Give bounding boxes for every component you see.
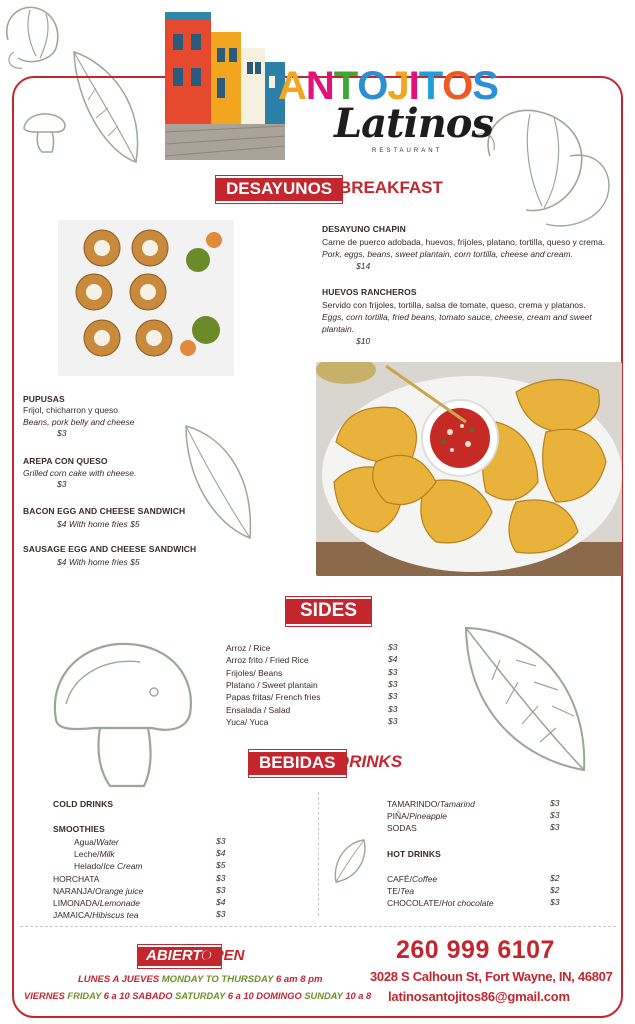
logo-letter: O — [442, 64, 473, 108]
drink-name-en: Coffee — [412, 874, 438, 884]
logo-letter: N — [305, 64, 334, 108]
saturday-es: SABADO — [132, 991, 173, 1001]
drink-name-es: PIÑA/ — [387, 811, 410, 822]
drink-item — [387, 897, 494, 909]
drink-name-en: Pineapple — [409, 811, 448, 822]
drink-name-es: TAMARINDO/ — [387, 799, 440, 809]
sides-heading: SIDES — [286, 597, 371, 626]
breakfast-item — [322, 287, 612, 346]
side-item-name: Papas fritas/ French fries — [226, 692, 321, 703]
side-item-name: Arroz frito / Fried Rice — [226, 655, 309, 666]
side-item-name: Arroz / Rice — [226, 643, 271, 653]
side-item-price: $4 — [388, 654, 398, 665]
drink-name-es: LIMONADA/ — [53, 898, 100, 908]
drinks-heading-en: DRINKS — [337, 752, 403, 771]
logo-subtitle: RESTAURANT — [372, 148, 443, 154]
drink-price: $5 — [216, 860, 226, 871]
drink-name-en: Hibiscus tea — [92, 910, 139, 921]
logo-letter: J — [387, 64, 409, 108]
item-price: $10 — [356, 336, 371, 346]
drink-name-en: Tea — [400, 886, 415, 897]
friday-es: VIERNES — [24, 991, 65, 1001]
side-item-price: $3 — [388, 678, 398, 689]
phone-number[interactable]: 260 999 6107 — [396, 936, 555, 964]
breakfast-heading-en: BREAKFAST — [339, 178, 443, 197]
side-item-price: $3 — [388, 642, 398, 652]
logo-letter: O — [357, 64, 388, 108]
drink-price: $3 — [216, 909, 226, 920]
footer-divider — [20, 926, 616, 927]
item-description-es: Frijol, chicharron y queso — [23, 405, 118, 415]
item-description-en: Eggs, corn tortilla, fried beans, tomato sauce, cheese, cream and sweet plantain. — [322, 312, 592, 334]
side-item-price: $3 — [388, 715, 398, 726]
drink-name-en: Tamarind — [439, 799, 475, 809]
side-item-name: Frijoles/ Beans — [226, 667, 283, 678]
item-price: $3 — [57, 479, 67, 489]
drink-item — [387, 810, 447, 822]
item-description-en: Pork, eggs, beans, sweet plantain, corn tortilla, cheese and cream. — [322, 249, 573, 259]
drink-price: $2 — [550, 873, 560, 883]
item-price: $4 With home fries $5 — [57, 519, 140, 529]
weekday-en: MONDAY TO THURSDAY — [161, 974, 274, 985]
drink-name-en: Milk — [99, 849, 115, 860]
logo-letter: I — [408, 64, 419, 108]
drink-item — [387, 822, 417, 834]
item-price: $3 — [57, 428, 67, 438]
drink-item — [53, 897, 140, 909]
drink-price: $3 — [216, 884, 226, 895]
drink-name-es: NARANJA/ — [53, 885, 96, 896]
drink-name-en: Lemonade — [99, 898, 140, 908]
side-item-name: Yuca/ Yuca — [226, 716, 269, 727]
drink-price: $4 — [216, 848, 226, 859]
drink-item — [53, 873, 99, 885]
side-item-price: $3 — [388, 691, 398, 702]
hot-drinks-title: HOT DRINKS — [387, 849, 441, 859]
drink-item — [387, 873, 437, 885]
drink-name-en: Ice Cream — [103, 861, 143, 872]
logo-letter: T — [333, 64, 358, 108]
drink-item — [53, 909, 139, 921]
drink-name-es: SODAS — [387, 823, 417, 834]
drink-name-es: Agua/ — [74, 837, 97, 847]
drink-name-es: Leche/ — [74, 849, 100, 860]
drink-name-es: CAFÉ/ — [387, 874, 413, 884]
open-heading-es: ABIERTO — [138, 945, 221, 968]
drink-name-es: Helado/ — [74, 861, 104, 872]
drink-name-es: CHOCOLATE/ — [387, 898, 442, 909]
drink-name-es: JAMAICA/ — [53, 910, 93, 921]
side-item-name: Ensalada / Salad — [226, 704, 291, 715]
drink-price: $3 — [216, 872, 226, 883]
logo-letter: A — [278, 64, 306, 108]
drink-price: $2 — [550, 885, 560, 896]
drink-item — [74, 836, 119, 848]
hours-weekdays — [78, 974, 322, 985]
drink-item — [387, 885, 414, 897]
breakfast-item — [23, 544, 243, 567]
drink-price: $3 — [550, 798, 560, 808]
breakfast-heading-es: DESAYUNOS — [216, 176, 342, 203]
item-name: BACON EGG AND CHEESE SANDWICH — [23, 506, 186, 516]
cold-drinks-title: COLD DRINKS — [53, 799, 114, 809]
open-heading-en: OPEN — [202, 947, 245, 964]
drink-item — [53, 885, 143, 897]
friday-en: FRIDAY — [67, 991, 102, 1001]
item-name: AREPA CON QUESO — [23, 456, 108, 466]
weekday-time: 6 am 8 pm — [275, 974, 323, 985]
drink-name-es: HORCHATA — [53, 873, 100, 884]
item-name: DESAYUNO CHAPIN — [322, 224, 406, 234]
sunday-es: DOMINGO — [256, 991, 302, 1001]
item-description-es: Carne de puerco adobada, huevos, frijoles, platano, tortilla, queso y crema. — [322, 237, 606, 247]
item-price: $4 With home fries $5 — [57, 557, 140, 567]
item-name: HUEVOS RANCHEROS — [322, 287, 417, 297]
saturday-en: SATURDAY — [175, 991, 226, 1001]
drinks-heading-es: BEBIDAS — [249, 750, 346, 777]
drink-item — [387, 798, 475, 810]
saturday-time: 6 a 10 — [227, 991, 254, 1001]
logo-letter: T — [418, 64, 443, 108]
drink-name-en: Water — [96, 837, 119, 847]
breakfast-item — [23, 506, 243, 529]
address: 3028 S Calhoun St, Fort Wayne, IN, 46807 — [370, 969, 613, 984]
drink-price: $3 — [216, 836, 226, 846]
drink-name-en: Hot chocolate — [441, 898, 494, 909]
drink-item — [74, 860, 143, 872]
item-description-en: Beans, pork belly and cheese — [23, 417, 135, 427]
logo-letter: S — [472, 64, 498, 108]
item-description-en: Grilled corn cake with cheese. — [23, 468, 137, 478]
side-item-price: $3 — [388, 703, 398, 714]
email-link[interactable]: latinosantojitos86@gmail.com — [388, 989, 570, 1004]
pupusas-photo — [58, 220, 234, 376]
friday-time: 6 a 10 — [103, 991, 130, 1001]
drink-price: $3 — [550, 810, 560, 821]
empanadas-photo — [316, 362, 622, 576]
smoothies-title: SMOOTHIES — [53, 824, 105, 834]
breakfast-item — [322, 224, 622, 271]
item-name: SAUSAGE EGG AND CHEESE SANDWICH — [23, 544, 197, 554]
colonial-houses-logo-icon — [165, 12, 285, 160]
hours-weekend — [24, 991, 371, 1001]
side-item-name: Platano / Sweet plantain — [226, 679, 318, 690]
logo-script: Latinos — [334, 100, 493, 147]
drink-price: $3 — [550, 897, 560, 908]
sunday-en: SUNDAY — [304, 991, 343, 1001]
drinks-column-divider — [318, 792, 319, 916]
item-description-es: Servido con frijoles, tortilla, salsa de tomate, queso, crema y platanos. — [322, 300, 586, 310]
weekday-es: LUNES A JUEVES — [78, 974, 160, 985]
breakfast-item — [23, 456, 223, 489]
drink-name-en: Orange juice — [95, 885, 144, 896]
sunday-time: 10 a 8 — [345, 991, 372, 1001]
drink-price: $4 — [216, 897, 226, 907]
item-price: $14 — [356, 261, 371, 271]
breakfast-item — [23, 394, 223, 438]
drink-item — [74, 848, 115, 860]
side-item-price: $3 — [388, 666, 398, 677]
drink-name-es: TE/ — [387, 886, 401, 897]
drink-price: $3 — [550, 822, 560, 833]
item-name: PUPUSAS — [23, 394, 65, 404]
